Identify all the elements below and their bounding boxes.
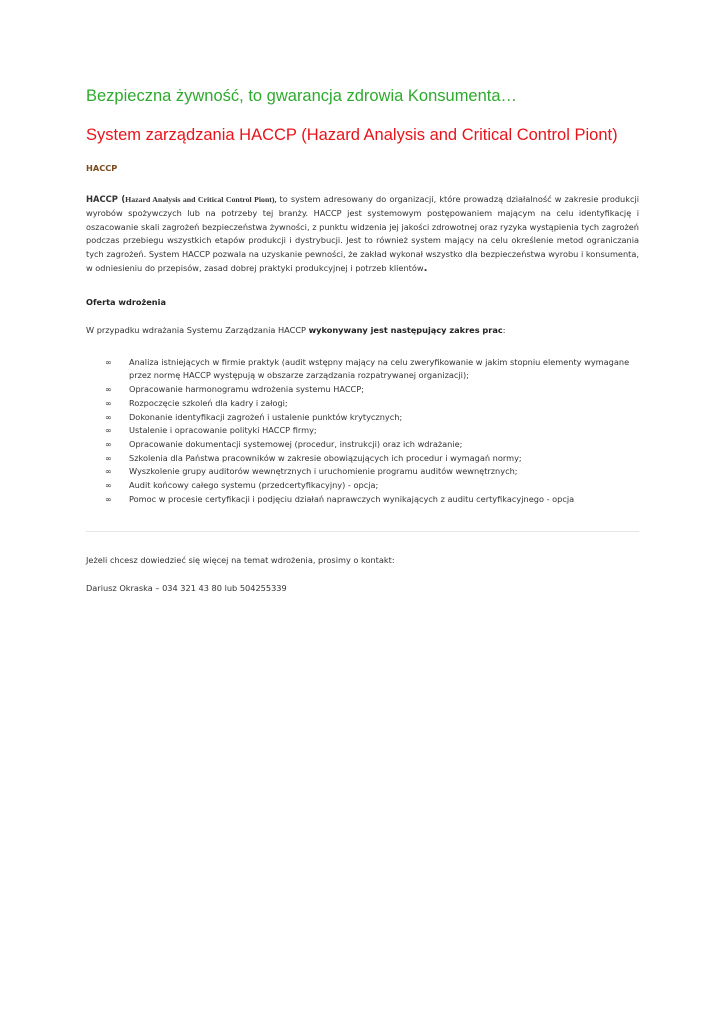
document-page xyxy=(86,85,639,593)
list-item xyxy=(86,356,639,383)
offer-heading: Oferta wdrożenia xyxy=(86,296,166,307)
list-item-text: Wyszkolenie grupy auditorów wewnętrznych i uruchomienie programu auditów wewnętrznych; xyxy=(129,466,518,477)
list-item-text: Opracowanie dokumentacji systemowej (procedur, instrukcji) oraz ich wdrażanie; xyxy=(129,439,463,449)
list-item-text: Opracowanie harmonogramu wdrożenia systemu HACCP; xyxy=(129,384,364,395)
intro-acronym: HACCP xyxy=(86,194,118,204)
list-item xyxy=(86,438,639,452)
infinity-bullet-icon: ∞ xyxy=(105,412,111,422)
infinity-bullet-icon: ∞ xyxy=(105,453,111,463)
list-item-text: Rozpoczęcie szkoleń dla kadry i załogi; xyxy=(129,397,288,408)
infinity-bullet-icon: ∞ xyxy=(105,481,111,491)
list-item-text: Ustalenie i opracowanie polityki HACCP firmy; xyxy=(129,425,317,436)
lead-paragraph xyxy=(86,325,639,335)
contact-line: Jeżeli chcesz dowiedzieć się więcej na temat wdrożenia, prosimy o kontakt: xyxy=(86,554,395,565)
list-item xyxy=(86,452,639,466)
infinity-bullet-icon: ∞ xyxy=(105,467,111,477)
list-item xyxy=(86,383,639,397)
intro-paragraph xyxy=(86,193,639,276)
contact-person: Dariusz Okraska – 034 321 43 80 lub 504255339 xyxy=(86,582,287,593)
infinity-bullet-icon: ∞ xyxy=(105,385,111,395)
intro-expansion: Hazard Analysis and Critical Control Piont), xyxy=(125,195,277,204)
list-item-text: Audit końcowy całego systemu (przedcertyfikacyjny) - opcja; xyxy=(129,480,379,491)
list-item-text: Analiza istniejących w firmie praktyk (audit wstępny mający na celu zweryfikowanie w jakim stopniu elementy wymagane przez normę HACCP występują w obszarze zarządzania rozpatrywanej organizacji); xyxy=(129,356,630,381)
list-item xyxy=(86,479,639,493)
task-list xyxy=(86,356,639,507)
intro-end: . xyxy=(423,262,428,274)
list-item xyxy=(86,424,639,438)
intro-text: to system adresowany do organizacji, które prowadzą działalność w zakresie produkcji wyrobów spożywczych lub na potrzeby tej branży. HACCP jest systemowym postępowaniem mającym na celu identyfikację i oszacowanie skali zagrożeń bezpieczeństwa żywności, z punktu widzenia jej jakości zdrowotnej oraz ryzyka wystąpienia tych zagrożeń podczas przebiegu wszystkich etapów produkcji i dystrybucji. Jest to również system mający na celu określenie metod ograniczania tych zagrożeń. System HACCP pozwala na uzyskanie pewności, że zakład wykonał wszystko dla bezpieczeństwa wyrobu i konsumenta, w odniesieniu do przepisów, zasad dobrej praktyki produkcyjnej i potrzeb klientów xyxy=(86,194,640,273)
section-label: HACCP xyxy=(86,163,118,173)
divider xyxy=(86,531,639,532)
infinity-bullet-icon: ∞ xyxy=(105,440,111,449)
list-item-text: Pomoc w procesie certyfikacji i podjęciu działań naprawczych wynikających z auditu certyfikacyjnego - opcja xyxy=(129,493,575,504)
infinity-bullet-icon: ∞ xyxy=(105,426,111,436)
list-item xyxy=(86,397,639,411)
list-item xyxy=(86,411,639,425)
infinity-bullet-icon: ∞ xyxy=(105,494,111,504)
list-item xyxy=(86,493,639,507)
intro-paren: ( xyxy=(117,194,126,204)
headline: Bezpieczna żywność, to gwarancja zdrowia Konsumenta… xyxy=(86,87,518,105)
lead-prefix: W przypadku wdrażania Systemu Zarządzania HACCP xyxy=(86,324,309,335)
lead-bold: wykonywany jest następujący zakres prac xyxy=(308,324,503,335)
list-item-text: Szkolenia dla Państwa pracowników w zakresie obowiązujących ich procedur i wymagań normy; xyxy=(129,452,522,463)
list-item-text: Dokonanie identyfikacji zagrożeń i ustalenie punktów krytycznych; xyxy=(129,411,403,422)
list-item xyxy=(86,465,639,479)
infinity-bullet-icon: ∞ xyxy=(105,398,111,408)
subheadline: System zarządzania HACCP (Hazard Analysis and Critical Control Piont) xyxy=(86,126,618,144)
infinity-bullet-icon: ∞ xyxy=(105,357,111,367)
lead-suffix: : xyxy=(502,324,506,335)
